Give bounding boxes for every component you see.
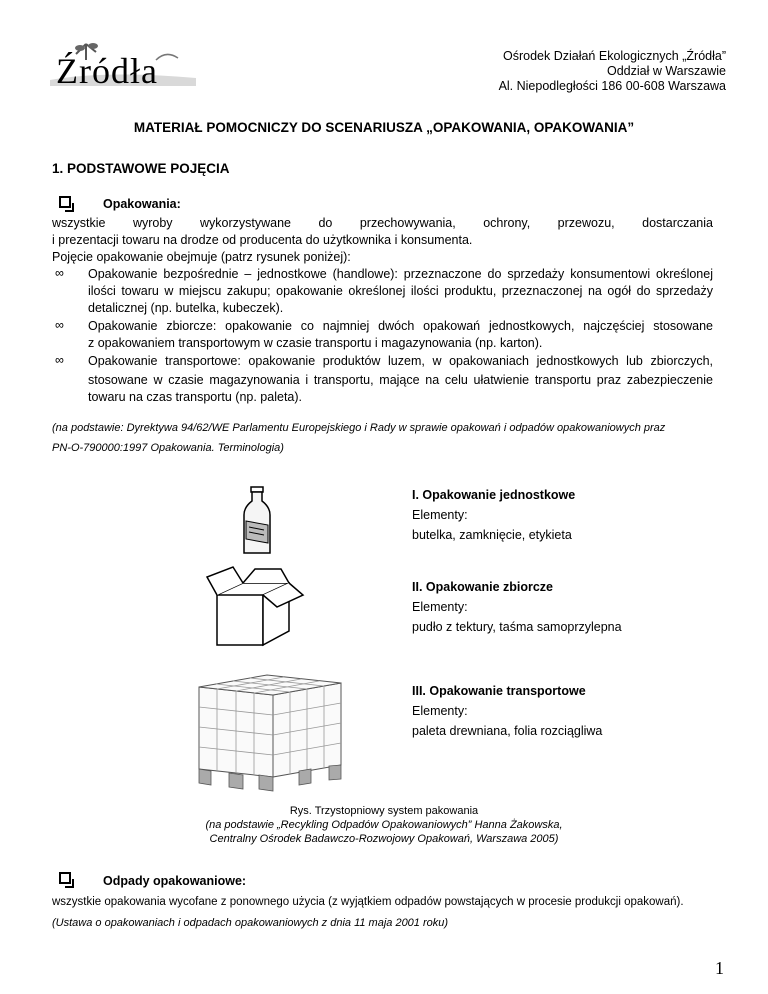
bottle-icon <box>240 485 274 557</box>
figure-level-elements: butelka, zamknięcie, etykieta <box>412 528 572 542</box>
list-item: z opakowaniem transportowym w czasie transportu i magazynowania (np. karton). <box>88 336 543 350</box>
figure-level-elements: pudło z tektury, taśma samoprzylepna <box>412 620 622 634</box>
figure-level-elements-label: Elementy: <box>412 600 468 614</box>
list-item: Opakowanie transportowe: opakowanie produktów luzem, w opakowaniach jednostkowych lub zbiorczych, <box>88 354 713 368</box>
list-item: Opakowanie zbiorcze: opakowanie co najmniej dwóch opakowań jednostkowych, najczęściej stosowane <box>88 319 713 333</box>
figure-level-title: II. Opakowanie zbiorcze <box>412 580 554 594</box>
definition-line: wszystkie opakowania wycofane z ponownego użycia (z wyjątkiem odpadów powstających w procesie produkcji opakowań). <box>52 896 684 908</box>
checkbox-icon <box>59 872 71 884</box>
infinity-bullet-icon: ∞ <box>55 318 64 332</box>
source-note: (Ustawa o opakowaniach i odpadach opakowaniowych z dnia 11 maja 2001 roku) <box>52 917 449 929</box>
list-item: towaru na czas transportu (np. paleta). <box>88 390 303 404</box>
term-label-packaging-waste: Odpady opakowaniowe: <box>103 874 247 888</box>
figure-level-elements: paleta drewniana, folia rozciągliwa <box>412 724 603 738</box>
list-item: detalicznej (np. butelka, kubeczek). <box>88 301 284 315</box>
org-branch: Oddział w Warszawie <box>606 64 726 78</box>
term-label-packaging: Opakowania: <box>103 197 181 211</box>
definition-line: i prezentacji towaru na drodze od producenta do użytkownika i konsumenta. <box>52 233 473 247</box>
pallet-icon <box>195 665 345 793</box>
page-number: 1 <box>715 958 724 978</box>
list-item: Opakowanie bezpośrednie – jednostkowe (handlowe): przeznaczone do sprzedaży konsumentowi określonej <box>88 267 713 281</box>
logo-text: Źródła <box>56 51 158 91</box>
figure-level-title: III. Opakowanie transportowe <box>412 684 586 698</box>
cardboard-box-icon <box>205 565 305 647</box>
figure-level-title: I. Opakowanie jednostkowe <box>412 488 576 502</box>
section-heading: 1. PODSTAWOWE POJĘCIA <box>52 161 230 176</box>
definition-line: wszystkie wyroby wykorzystywane do przechowywania, ochrony, przewozu, dostarczania <box>52 216 713 230</box>
figure-level-elements-label: Elementy: <box>412 508 468 522</box>
list-item: stosowane w czasie magazynowania i transportu, mające na celu ułatwienie transportu praz zabezpieczenie <box>88 373 713 387</box>
org-address: Al. Niepodległości 186 00-608 Warszawa <box>498 79 726 93</box>
figure-caption: Rys. Trzystopniowy system pakowania <box>289 805 479 817</box>
source-note: (na podstawie: Dyrektywa 94/62/WE Parlamentu Europejskiego i Rady w sprawie opakowań i odpadów opakowaniowych praz <box>52 422 666 434</box>
document-title: MATERIAŁ POMOCNICZY DO SCENARIUSZA „OPAKOWANIA, OPAKOWANIA” <box>133 120 635 135</box>
figure-caption-source: Centralny Ośrodek Badawczo-Rozwojowy Opakowań, Warszawa 2005) <box>209 833 559 845</box>
source-note: PN-O-790000:1997 Opakowania. Terminologia) <box>52 442 284 454</box>
org-name: Ośrodek Działań Ekologicznych „Źródła” <box>502 49 726 63</box>
list-item: ilości towaru w miejscu zakupu; opakowanie określonej ilości produktu, przeznaczonej na ogół do sprzedaży <box>88 284 713 298</box>
infinity-bullet-icon: ∞ <box>55 353 64 367</box>
figure-caption-source: (na podstawie „Recykling Odpadów Opakowaniowych” Hanna Żakowska, <box>205 819 563 831</box>
checkbox-icon <box>59 196 71 208</box>
figure-level-elements-label: Elementy: <box>412 704 468 718</box>
infinity-bullet-icon: ∞ <box>55 266 64 280</box>
definition-intro: Pojęcie opakowanie obejmuje (patrz rysunek poniżej): <box>52 250 351 264</box>
